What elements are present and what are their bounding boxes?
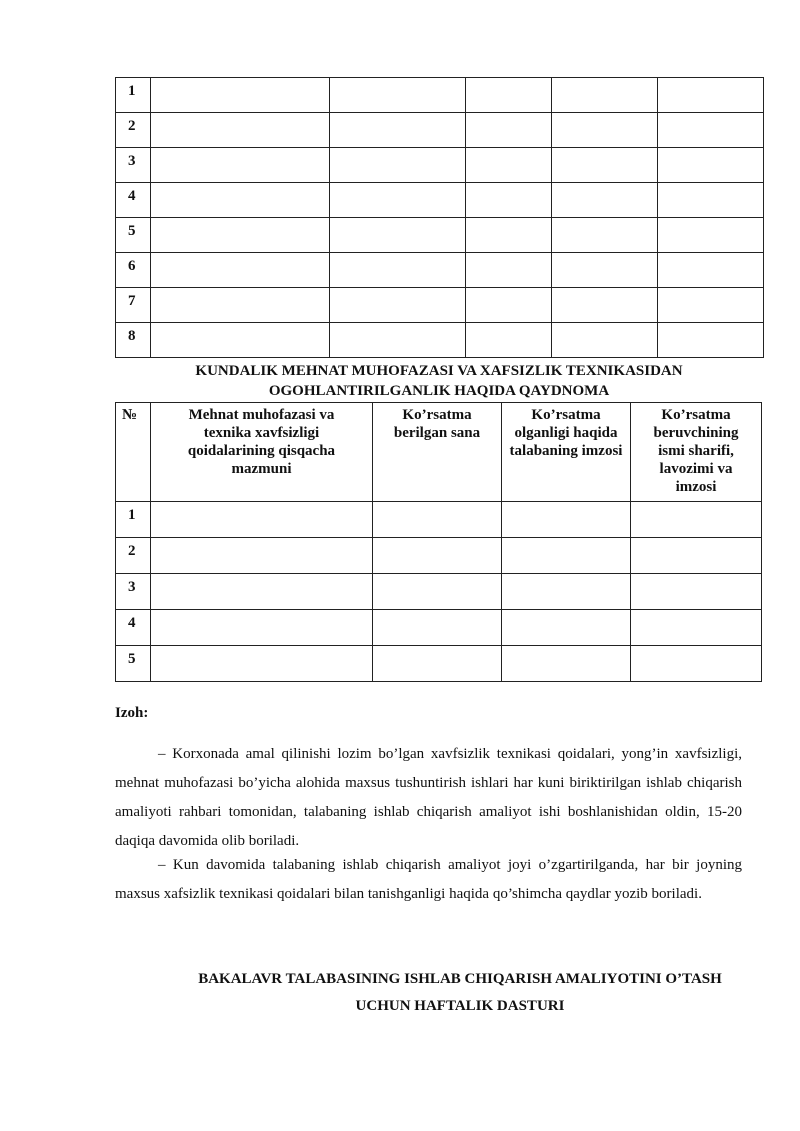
safety-briefing-table <box>115 402 762 682</box>
table-cell <box>151 574 373 610</box>
table-cell <box>658 288 764 323</box>
table-row <box>116 538 762 574</box>
table-cell <box>466 148 552 183</box>
row-number: 1 <box>116 78 151 113</box>
table-cell <box>151 288 330 323</box>
column-header-number: № <box>116 403 151 502</box>
table-cell <box>151 646 373 682</box>
table-cell <box>658 113 764 148</box>
table-row <box>116 148 764 183</box>
note-paragraph: – Kun davomida talabaning ishlab chiqarish amaliyot joyi o’zgartirilganda, har bir joyning maxsus xafsizlik texnikasi qoidalari bilan tanishganligi haqida qo’shimcha qaydlar yozib boriladi. <box>115 857 742 902</box>
table-cell <box>552 288 658 323</box>
table-cell <box>631 502 762 538</box>
table-cell <box>502 646 631 682</box>
table-cell <box>373 610 502 646</box>
row-number: 5 <box>116 218 151 253</box>
table-cell <box>552 148 658 183</box>
row-number: 2 <box>116 113 151 148</box>
column-header-content: Mehnat muhofazasi va texnika xavfsizligi qoidalarining qisqacha mazmuni <box>151 403 373 502</box>
section-heading-weekly-program <box>160 966 760 1020</box>
table-cell <box>552 323 658 358</box>
table-row <box>116 502 762 538</box>
heading-line: OGOHLANTIRILGANLIK HAQIDA QAYDNOMA <box>268 383 610 399</box>
table-cell <box>330 253 466 288</box>
table-cell <box>151 502 373 538</box>
table-cell <box>373 574 502 610</box>
table-row <box>116 78 764 113</box>
row-number: 2 <box>116 538 151 574</box>
table-cell <box>330 288 466 323</box>
table-row <box>116 288 764 323</box>
table-cell <box>631 574 762 610</box>
heading-line: UCHUN HAFTALIK DASTURI <box>355 998 565 1014</box>
table-cell <box>151 323 330 358</box>
note-paragraph: – Korxonada amal qilinishi lozim bo’lgan xavfsizlik texnikasi qoidalari, yong’in xavfsizligi, mehnat muhofazasi bo’yicha alohida maxsus tushuntirish ishlari har kuni biriktirilgan ishlab chiqarish amaliyoti rahbari tomonidan, talabaning ishlab chiqarish amaliyot ishi boshlanishidan oldin, 15-20 daqiqa davomida olib boriladi. <box>115 746 742 849</box>
table-cell <box>502 502 631 538</box>
table-cell <box>466 323 552 358</box>
section-heading-safety-log <box>115 361 763 401</box>
column-header-date: Ko’rsatma berilgan sana <box>373 403 502 502</box>
table-row <box>116 610 762 646</box>
column-header-student-signature: Ko’rsatma olganligi haqida talabaning imzosi <box>502 403 631 502</box>
row-number: 1 <box>116 502 151 538</box>
table-row <box>116 183 764 218</box>
table-cell <box>658 323 764 358</box>
table-cell <box>466 218 552 253</box>
row-number: 6 <box>116 253 151 288</box>
row-number: 8 <box>116 323 151 358</box>
table-cell <box>151 183 330 218</box>
row-number: 5 <box>116 646 151 682</box>
row-number: 4 <box>116 610 151 646</box>
table-cell <box>330 148 466 183</box>
table-row <box>116 646 762 682</box>
heading-line: KUNDALIK MEHNAT MUHOFAZASI VA XAFSIZLIK TEXNIKASIDAN <box>195 363 683 379</box>
table-cell <box>631 646 762 682</box>
table-cell <box>373 646 502 682</box>
row-number: 3 <box>116 148 151 183</box>
table-cell <box>658 183 764 218</box>
table-cell <box>658 218 764 253</box>
table-cell <box>373 538 502 574</box>
table-cell <box>466 253 552 288</box>
table-cell <box>330 218 466 253</box>
table-cell <box>330 113 466 148</box>
table-row <box>116 253 764 288</box>
table-row <box>116 218 764 253</box>
table-cell <box>631 538 762 574</box>
table-cell <box>151 610 373 646</box>
table-cell <box>330 183 466 218</box>
table-cell <box>151 78 330 113</box>
table-cell <box>151 113 330 148</box>
table-header-row <box>116 403 762 502</box>
table-row <box>116 113 764 148</box>
table-cell <box>151 538 373 574</box>
row-number: 4 <box>116 183 151 218</box>
table-cell <box>466 113 552 148</box>
table-cell <box>502 610 631 646</box>
table-cell <box>151 253 330 288</box>
table-cell <box>151 148 330 183</box>
table-row <box>116 574 762 610</box>
table-cell <box>552 113 658 148</box>
table-cell <box>151 218 330 253</box>
row-number: 3 <box>116 574 151 610</box>
note-label: Izoh: <box>115 705 149 721</box>
table-cell <box>552 78 658 113</box>
table-cell <box>631 610 762 646</box>
column-header-instructor: Ko’rsatma beruvchining ismi sharifi, lavozimi va imzosi <box>631 403 762 502</box>
table-row <box>116 323 764 358</box>
table-cell <box>466 288 552 323</box>
row-number: 7 <box>116 288 151 323</box>
table-cell <box>502 538 631 574</box>
table-cell <box>373 502 502 538</box>
table-cell <box>466 183 552 218</box>
table-cell <box>502 574 631 610</box>
table-cell <box>552 218 658 253</box>
heading-line: BAKALAVR TALABASINING ISHLAB CHIQARISH AMALIYOTINI O’TASH <box>198 971 722 987</box>
table-cell <box>330 78 466 113</box>
table-cell <box>552 253 658 288</box>
table-cell <box>552 183 658 218</box>
log-table-top <box>115 77 764 358</box>
table-cell <box>658 253 764 288</box>
table-cell <box>330 323 466 358</box>
table-cell <box>658 148 764 183</box>
table-cell <box>658 78 764 113</box>
table-cell <box>466 78 552 113</box>
